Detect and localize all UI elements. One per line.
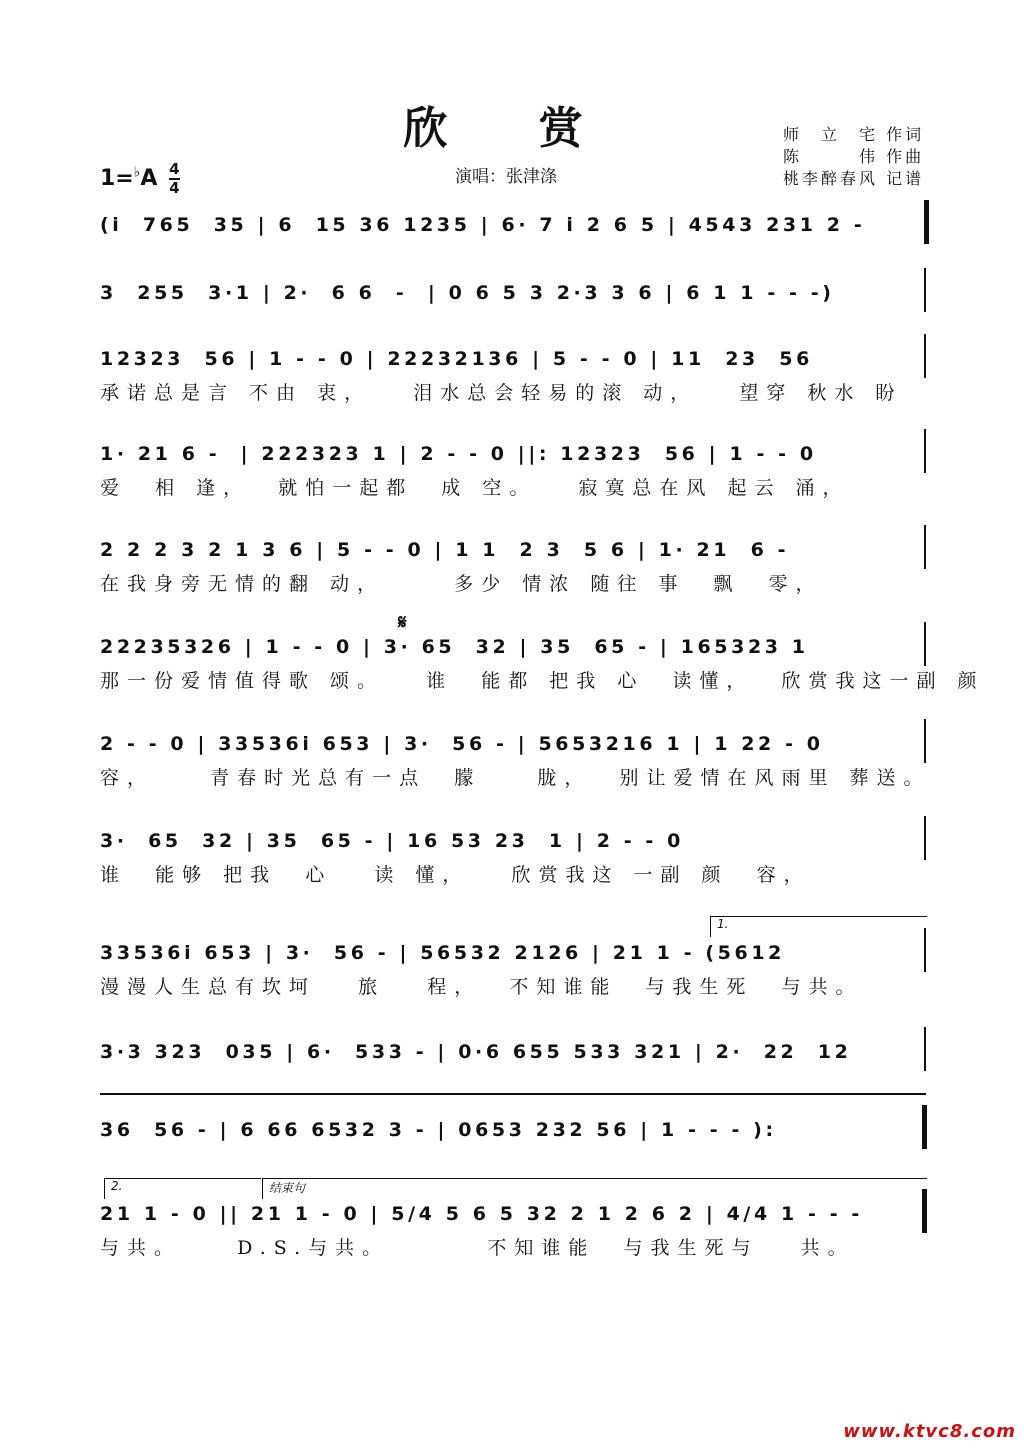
score-system-4 [100,437,926,500]
first-ending-bracket: 1. [710,916,927,937]
coda-ending-bracket: 结束句 [262,1178,927,1199]
notation-text: 22235326 | 1 - - 0 | 3· 65 32 | 35 65 - | 165323 1 [100,636,809,658]
segno-sign: 𝄋 [398,610,407,634]
notation-line [100,342,926,376]
score-system-1 [100,208,926,242]
score-system-8 [100,824,926,887]
notation-line [100,824,926,858]
transcriber-credit: 桃李醉春风 记谱 [783,169,925,188]
second-ending-bracket: 2. [104,1178,261,1199]
meter-bottom: 4 [169,179,180,197]
lyrics-line: 与共。 D.S.与共。 不知谁能 与我生死与 共。 [100,1237,855,1259]
notation-text: 2 2 2 3 2 1 3 6 | 5 - - 0 | 1 1 2 3 5 6 | 1· 21 6 - [100,539,790,561]
flat-sign: ♭ [133,164,141,181]
notation-text: 33536i 653 | 3· 56 - | 56532 2126 | 21 1 - (5612 [100,942,785,964]
notation-line [100,533,926,567]
score-system-9 [100,936,926,999]
notation-line [100,1197,926,1231]
score-system-7 [100,727,931,790]
notation-line [100,1113,926,1147]
notation-text: 12323 56 | 1 - - 0 | 22232136 | 5 - - 0 | 11 23 56 [100,348,813,370]
score-system-10 [100,1035,926,1069]
notation-text: 21 1 - 0 || 21 1 - 0 | 5/4 5 6 5 32 2 1 2 6 2 | 4/4 1 - - - [100,1203,863,1225]
lyrics-line: 在我身旁无情的翻 动， 多少 情浓 随往 事 飘 零， [100,573,823,595]
notation-line [100,208,926,242]
score-system-3 [100,342,926,405]
notation-text: 1· 21 6 - | 222323 1 | 2 - - 0 ||: 12323 56 | 1 - - 0 [100,443,817,465]
lyrics-line: 那一份爱情值得歌 颂。 谁 能都 把我 心 读懂， 欣赏我这一副 颜 [100,670,985,692]
notation-line [100,727,926,761]
notation-text: 3 255 3·1 | 2· 6 6 - | 0 6 5 3 2·3 3 6 | 6 1 1 - - -) [100,282,835,304]
notation-line [100,1035,926,1069]
meter-top: 4 [169,160,180,178]
time-signature [169,162,179,196]
score-system-2 [100,276,926,310]
score-system-6 [100,630,985,693]
page-title: 欣 赏 [403,103,621,154]
notation-line [100,630,926,664]
key-note: A [140,166,158,191]
notation-text: 2 - - 0 | 33536i 653 | 3· 56 - | 5653216 1 | 1 22 - 0 [100,733,824,755]
score-system-12 [100,1197,926,1260]
lyrics-line: 爱 相 逢， 就怕一起都 成 空。 寂寞总在风 起云 涌， [100,477,850,499]
notation-text: (i 765 35 | 6 15 36 1235 | 6· 7 i 2 6 5 | 4543 231 2 - [100,214,866,236]
lyrics-line: 漫漫人生总有坎坷 旅 程， 不知谁能 与我生死 与共。 [100,976,863,998]
notation-line [100,437,926,471]
key-prefix: 1= [100,166,134,191]
singer-credit: 演唱：张津涤 [455,167,557,187]
credits-block [783,124,924,190]
lyrics-line: 容， 青春时光总有一点 朦 胧， 别让爱情在风雨里 葬送。 [100,767,931,789]
composer-credit: 陈 伟 作曲 [783,147,925,166]
score-system-11 [100,1113,926,1147]
score-system-5 [100,533,926,596]
lyrics-line: 谁 能够 把我 心 读 懂， 欣赏我这 一副 颜 容， [100,864,811,886]
site-watermark: www.ktvc8.com [843,1421,1016,1442]
notation-line [100,936,926,970]
key-signature [100,162,180,196]
divider-line [100,1093,926,1095]
notation-line [100,276,926,310]
notation-text: 3· 65 32 | 35 65 - | 16 53 23 1 | 2 - - 0 [100,830,684,852]
notation-text: 3·3 323 035 | 6· 533 - | 0·6 655 533 321 | 2· 22 12 [100,1041,852,1063]
lyricist-credit: 师 立 宅 作词 [783,125,925,144]
lyrics-line: 承诺总是言 不由 衷， 泪水总会轻易的滚 动， 望穿 秋水 盼 [100,382,903,404]
notation-text: 36 56 - | 6 66 6532 3 - | 0653 232 56 | 1 - - - ): [100,1119,777,1141]
